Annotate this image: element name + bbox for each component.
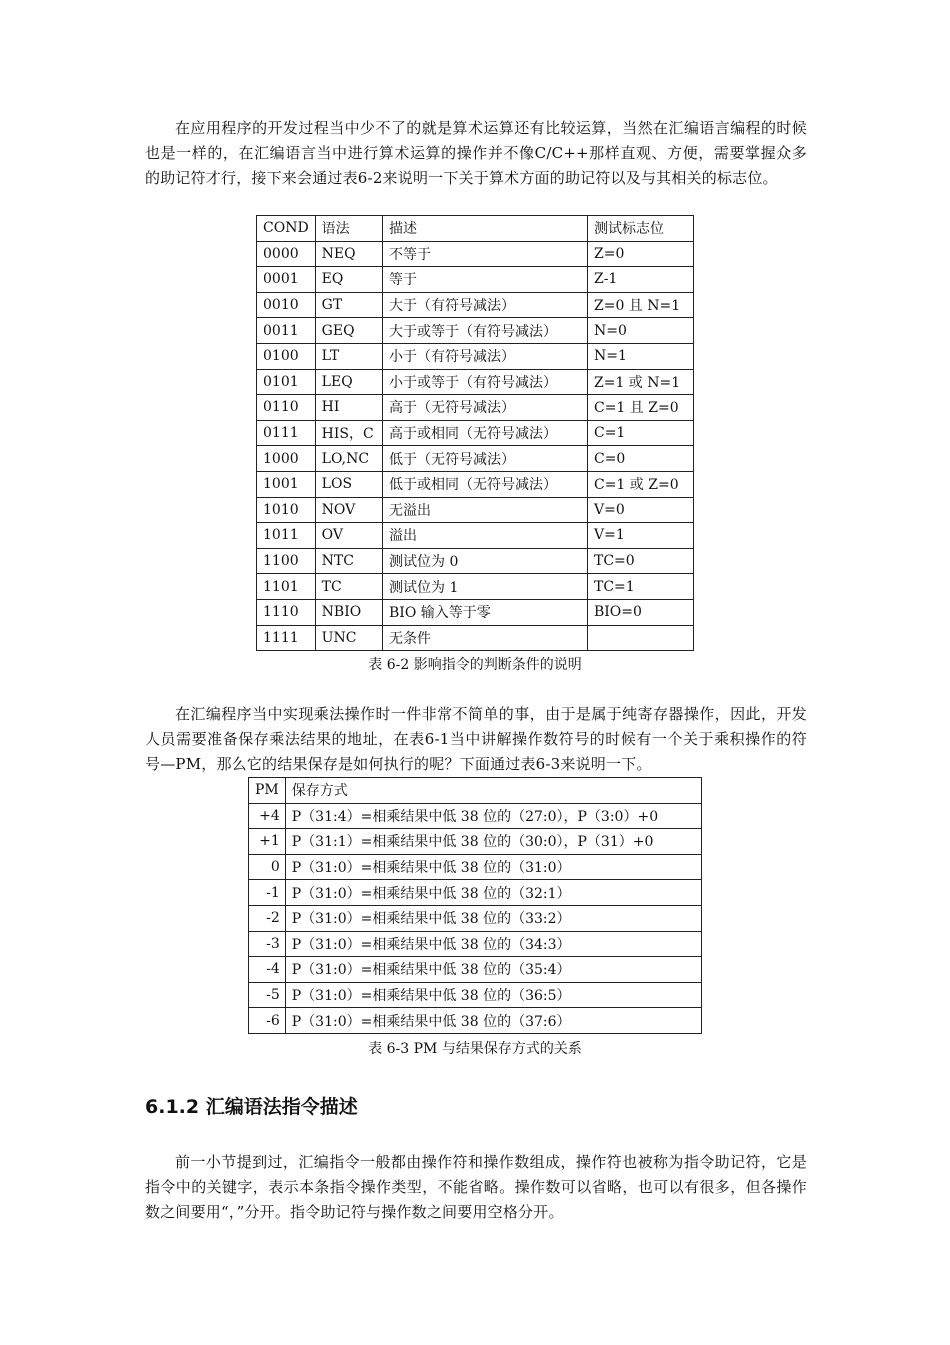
- table-cell: 0111: [257, 420, 316, 446]
- pm-value-cell: -2: [249, 905, 286, 931]
- table-cell: NTC: [315, 548, 382, 574]
- table-row: [257, 574, 694, 600]
- table-cell: Z=0 且 N=1: [587, 292, 693, 318]
- save-mode-cell: P（31:0）=相乘结果中低 38 位的（32:1）: [285, 880, 701, 906]
- table-header-row: [249, 778, 702, 804]
- table-cell: LEQ: [315, 369, 382, 395]
- table-cell: GEQ: [315, 318, 382, 344]
- table-cell: 等于: [383, 267, 588, 293]
- table-cell: 0110: [257, 395, 316, 421]
- table-cell: 大于（有符号减法）: [383, 292, 588, 318]
- table-cell: V=1: [587, 523, 693, 549]
- table-cell: N=1: [587, 343, 693, 369]
- table-header-cell: 测试标志位: [587, 216, 693, 242]
- table-cell: TC: [315, 574, 382, 600]
- table-cell: 高于或相同（无符号减法）: [383, 420, 588, 446]
- table-header-row: [257, 216, 694, 242]
- pm-value-cell: -1: [249, 880, 286, 906]
- table-cell: NOV: [315, 497, 382, 523]
- table-cell: 0100: [257, 343, 316, 369]
- save-mode-cell: P（31:4）=相乘结果中低 38 位的（27:0），P（3:0）+0: [285, 803, 701, 829]
- table-cell: NEQ: [315, 241, 382, 267]
- table-row: [257, 267, 694, 293]
- table-cell: C=1 且 Z=0: [587, 395, 693, 421]
- table-cell: 低于或相同（无符号减法）: [383, 471, 588, 497]
- table-cell: C=1: [587, 420, 693, 446]
- table-cell: HIS，C: [315, 420, 382, 446]
- table-row: [257, 446, 694, 472]
- pm-value-cell: +4: [249, 803, 286, 829]
- table-cell: 低于（无符号减法）: [383, 446, 588, 472]
- pm-table: [248, 777, 702, 1034]
- save-mode-cell: P（31:0）=相乘结果中低 38 位的（31:0）: [285, 854, 701, 880]
- table-cell: 1010: [257, 497, 316, 523]
- table-cell: 1001: [257, 471, 316, 497]
- table-cell: [587, 625, 693, 651]
- table-cell: N=0: [587, 318, 693, 344]
- table-cell: 无溢出: [383, 497, 588, 523]
- pm-paragraph: 在汇编程序当中实现乘法操作时一件非常不简单的事，由于是属于纯寄存器操作，因此，开发人员需要准备保存乘法结果的地址，在表6-1当中讲解操作数符号的时候有一个关于乘积操作的符号—PM，那么它的结果保存是如何执行的呢？下面通过表6-3来说明一下。: [145, 705, 807, 773]
- table-cell: 1011: [257, 523, 316, 549]
- table-cell: OV: [315, 523, 382, 549]
- table-row: [257, 599, 694, 625]
- table-header-cell: 描述: [383, 216, 588, 242]
- table-row: [249, 982, 702, 1008]
- table-row: [257, 241, 694, 267]
- table-cell: TC=1: [587, 574, 693, 600]
- table-cell: Z-1: [587, 267, 693, 293]
- table-row: [249, 880, 702, 906]
- table-cell: 不等于: [383, 241, 588, 267]
- table-cell: 1101: [257, 574, 316, 600]
- pm-value-cell: -5: [249, 982, 286, 1008]
- table-cell: C=1 或 Z=0: [587, 471, 693, 497]
- condition-table-caption: 表 6-2 影响指令的判断条件的说明: [368, 657, 582, 673]
- table-cell: NBIO: [315, 599, 382, 625]
- save-mode-cell: P（31:0）=相乘结果中低 38 位的（34:3）: [285, 931, 701, 957]
- table-cell: LT: [315, 343, 382, 369]
- save-mode-cell: P（31:1）=相乘结果中低 38 位的（30:0），P（31）+0: [285, 829, 701, 855]
- table-row: [257, 497, 694, 523]
- table-row: [249, 803, 702, 829]
- pm-value-cell: -3: [249, 931, 286, 957]
- table-row: [257, 292, 694, 318]
- table-cell: LOS: [315, 471, 382, 497]
- table-cell: 0001: [257, 267, 316, 293]
- table-row: [249, 829, 702, 855]
- table-row: [257, 420, 694, 446]
- table-cell: Z=0: [587, 241, 693, 267]
- table-header-cell: PM: [249, 778, 286, 804]
- section-heading: 6.1.2 汇编语法指令描述: [145, 1096, 358, 1118]
- save-mode-cell: P（31:0）=相乘结果中低 38 位的（36:5）: [285, 982, 701, 1008]
- table-row: [257, 523, 694, 549]
- table-row: [257, 625, 694, 651]
- table-row: [249, 854, 702, 880]
- table-row: [249, 1008, 702, 1034]
- table-cell: 0000: [257, 241, 316, 267]
- table-cell: 溢出: [383, 523, 588, 549]
- table-cell: 测试位为 0: [383, 548, 588, 574]
- table-cell: HI: [315, 395, 382, 421]
- table-cell: 1111: [257, 625, 316, 651]
- table-cell: Z=1 或 N=1: [587, 369, 693, 395]
- pm-value-cell: +1: [249, 829, 286, 855]
- table-cell: 0101: [257, 369, 316, 395]
- table-cell: 高于（无符号减法）: [383, 395, 588, 421]
- pm-value-cell: 0: [249, 854, 286, 880]
- table-row: [257, 395, 694, 421]
- table-cell: BIO 输入等于零: [383, 599, 588, 625]
- save-mode-cell: P（31:0）=相乘结果中低 38 位的（37:6）: [285, 1008, 701, 1034]
- table-cell: LO,NC: [315, 446, 382, 472]
- pm-value-cell: -6: [249, 1008, 286, 1034]
- table-cell: 1000: [257, 446, 316, 472]
- table-cell: 无条件: [383, 625, 588, 651]
- condition-table: [256, 215, 694, 651]
- intro-paragraph: 在应用程序的开发过程当中少不了的就是算术运算还有比较运算，当然在汇编语言编程的时候也是一样的，在汇编语言当中进行算术运算的操作并不像C/C++那样直观、方便，需要掌握众多的助记符才行，接下来会通过表6-2来说明一下关于算术方面的助记符以及与其相关的标志位。: [145, 119, 807, 187]
- table-cell: 小于或等于（有符号减法）: [383, 369, 588, 395]
- table-row: [249, 905, 702, 931]
- table-cell: 0011: [257, 318, 316, 344]
- table-header-cell: 语法: [315, 216, 382, 242]
- table-header-cell: COND: [257, 216, 316, 242]
- pm-table-caption: 表 6-3 PM 与结果保存方式的关系: [368, 1041, 582, 1057]
- table-header-cell: 保存方式: [285, 778, 701, 804]
- table-row: [257, 548, 694, 574]
- table-cell: TC=0: [587, 548, 693, 574]
- table-row: [257, 318, 694, 344]
- table-cell: 测试位为 1: [383, 574, 588, 600]
- table-cell: 0010: [257, 292, 316, 318]
- table-cell: BIO=0: [587, 599, 693, 625]
- table-cell: 小于（有符号减法）: [383, 343, 588, 369]
- table-cell: EQ: [315, 267, 382, 293]
- save-mode-cell: P（31:0）=相乘结果中低 38 位的（33:2）: [285, 905, 701, 931]
- pm-value-cell: -4: [249, 957, 286, 983]
- table-cell: GT: [315, 292, 382, 318]
- table-row: [257, 471, 694, 497]
- table-cell: V=0: [587, 497, 693, 523]
- table-row: [257, 343, 694, 369]
- table-row: [249, 931, 702, 957]
- table-cell: 1100: [257, 548, 316, 574]
- table-row: [257, 369, 694, 395]
- table-row: [249, 957, 702, 983]
- save-mode-cell: P（31:0）=相乘结果中低 38 位的（35:4）: [285, 957, 701, 983]
- table-cell: C=0: [587, 446, 693, 472]
- table-cell: 大于或等于（有符号减法）: [383, 318, 588, 344]
- syntax-paragraph: 前一小节提到过，汇编指令一般都由操作符和操作数组成，操作符也被称为指令助记符，它是指令中的关键字，表示本条指令操作类型，不能省略。操作数可以省略，也可以有很多，但各操作数之间要用“，”分开。指令助记符与操作数之间要用空格分开。: [145, 1153, 807, 1221]
- table-cell: UNC: [315, 625, 382, 651]
- table-cell: 1110: [257, 599, 316, 625]
